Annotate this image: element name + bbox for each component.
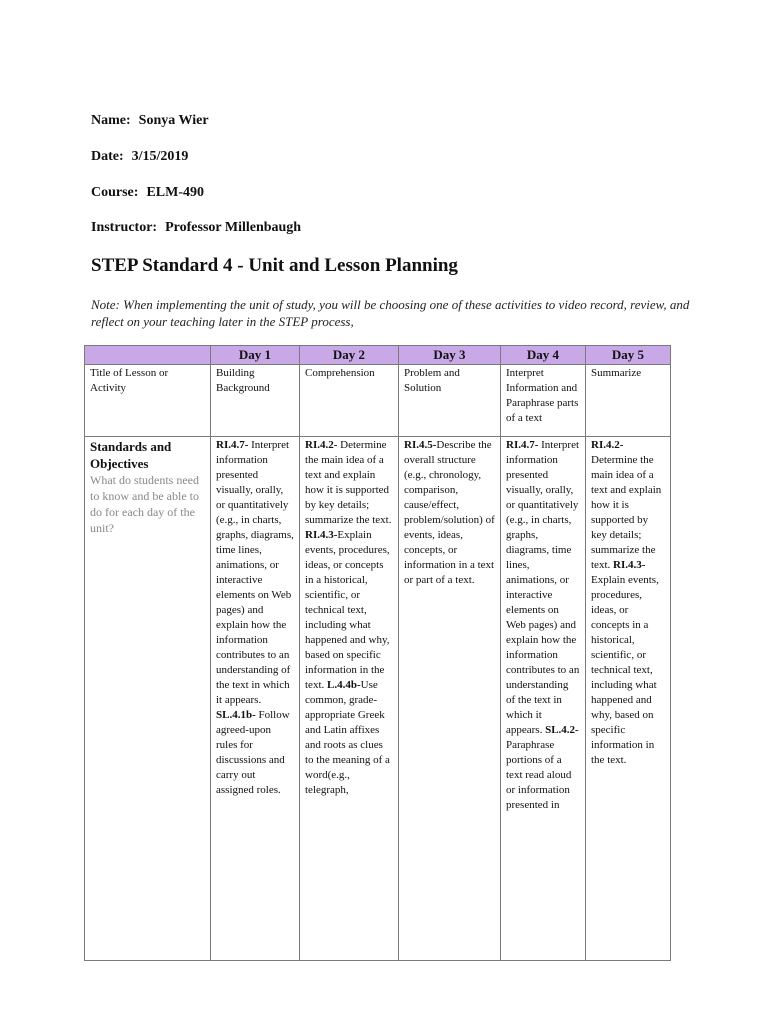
day-1-header: Day 1	[211, 346, 300, 365]
standard-code: RI.4.3-	[305, 529, 338, 541]
day-4-header: Day 4	[501, 346, 586, 365]
standard-text: Paraphrase portions of a text read aloud or information presented in	[506, 739, 572, 811]
table-row	[85, 365, 671, 437]
standard-code: RI.4.2-	[591, 439, 624, 451]
standards-label: Standards and Objectives	[90, 439, 172, 471]
table-header-row	[85, 346, 671, 365]
standard-code: RI.4.5-	[404, 439, 437, 451]
standard-text: Use common, grade-appropriate Greek and Latin affixes and roots as clues to the meaning of a word(e.g., telegraph,	[305, 679, 390, 796]
name-label: Name:	[91, 113, 131, 128]
course-line	[91, 185, 204, 201]
name-value: Sonya Wier	[138, 113, 209, 128]
day-4-title-cell: Interpret Information and Paraphrase parts of a text	[501, 365, 586, 437]
lesson-plan-table	[84, 345, 671, 961]
standard-text: Explain events, procedures, ideas, or concepts in a historical, scientific, or technical text, including what happened and why, based on specific information in the text.	[591, 574, 659, 766]
day-3-standards-cell	[399, 437, 501, 961]
day-5-standards-cell	[586, 437, 671, 961]
standard-text: Determine the main idea of a text and explain how it is supported by key details; summarize the text.	[305, 439, 392, 526]
header-blank-cell	[85, 346, 211, 365]
standard-text: Interpret information presented visually, orally, or quantitatively (e.g., in charts, graphs, diagrams, time lines, animations, or interactive elements on Web pages) and explain how the information contributes to an understanding of the text in which it appears.	[216, 439, 294, 706]
standard-text: Interpret information presented visually, orally, or quantitatively (e.g., in charts, graphs, diagrams, time lines, animations, or interactive elements on Web pages) and explain how the information contributes to an understanding of the text in which it appears.	[506, 439, 580, 736]
date-value: 3/15/2019	[131, 149, 189, 164]
date-line	[91, 149, 188, 165]
day-1-standards-cell	[211, 437, 300, 961]
page-title: STEP Standard 4 - Unit and Lesson Planning	[91, 255, 458, 276]
standard-code: RI.4.7-	[216, 439, 249, 451]
day-3-title-cell: Problem and Solution	[399, 365, 501, 437]
day-5-header: Day 5	[586, 346, 671, 365]
instructor-line	[91, 220, 301, 236]
standard-code: RI.4.3-	[613, 559, 646, 571]
standard-text: Determine the main idea of a text and explain how it is supported by key details; summarize the text.	[591, 454, 662, 571]
standard-code: SL.4.2-	[545, 724, 579, 736]
standard-text: Describe the overall structure (e.g., chronology, comparison, cause/effect, problem/solution) of events, ideas, concepts, or information in a text or part of a text.	[404, 439, 495, 586]
standard-code: RI.4.7-	[506, 439, 539, 451]
name-line	[91, 113, 209, 129]
day-3-header: Day 3	[399, 346, 501, 365]
instructor-value: Professor Millenbaugh	[165, 220, 302, 235]
day-5-title-cell: Summarize	[586, 365, 671, 437]
day-1-title-cell: Building Background	[211, 365, 300, 437]
day-2-standards-cell	[300, 437, 399, 961]
day-2-header: Day 2	[300, 346, 399, 365]
standard-text: Explain events, procedures, ideas, or concepts in a historical, scientific, or technical text, including what happened and why, based on specific information in the text.	[305, 529, 390, 691]
standard-text: Follow agreed-upon rules for discussions and carry out assigned roles.	[216, 709, 290, 796]
note-text: Note: When implementing the unit of study, you will be choosing one of these activities to video record, review, and reflect on your teaching later in the STEP process,	[91, 297, 690, 329]
course-label: Course:	[91, 185, 139, 200]
standards-question: What do students need to know and be able to do for each day of the unit?	[90, 473, 199, 535]
table-row	[85, 437, 671, 961]
day-4-standards-cell	[501, 437, 586, 961]
standard-code: L.4.4b-	[327, 679, 361, 691]
row-label-title: Title of Lesson or Activity	[85, 365, 211, 437]
course-value: ELM-490	[146, 185, 204, 200]
row-label-standards	[85, 437, 211, 961]
standard-code: SL.4.1b-	[216, 709, 256, 721]
standard-code: RI.4.2-	[305, 439, 338, 451]
instructor-label: Instructor:	[91, 220, 158, 235]
day-2-title-cell: Comprehension	[300, 365, 399, 437]
date-label: Date:	[91, 149, 124, 164]
